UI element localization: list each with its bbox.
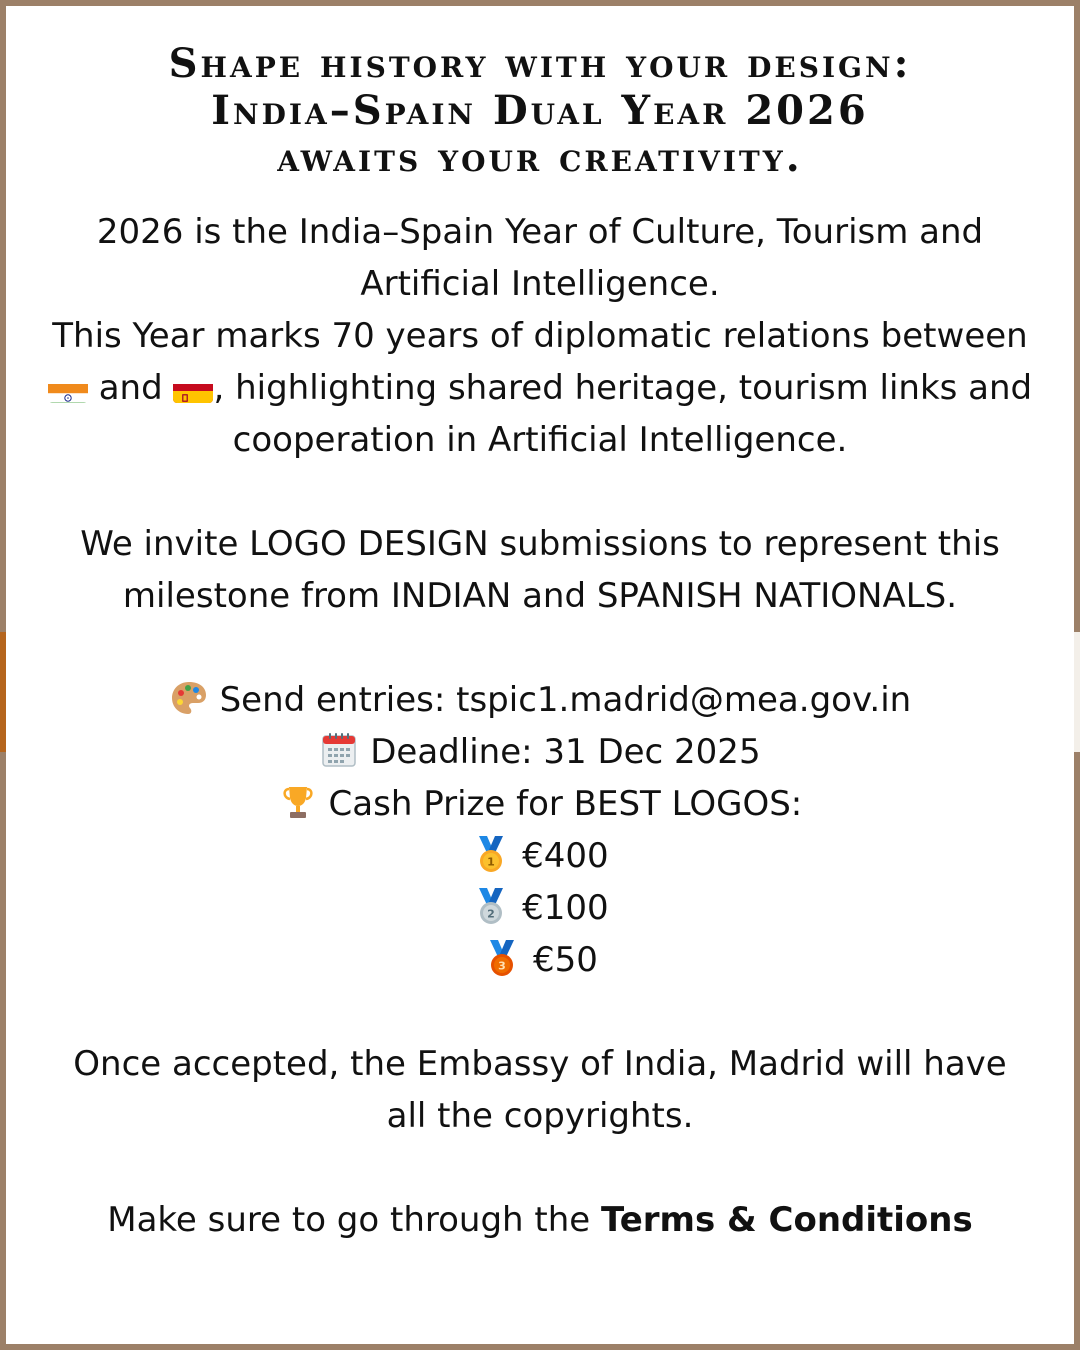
send-entries-text: Send entries: tspic1.madrid@mea.gov.in	[219, 680, 912, 720]
title-line-1: Shape history with your design:	[168, 40, 912, 87]
intro-line-1: 2026 is the India–Spain Year of Culture, Tourism and	[96, 212, 984, 252]
send-entries-row	[40, 674, 1040, 726]
third-prize-row	[40, 934, 1040, 986]
right-edge-accent	[1074, 632, 1080, 752]
spacer	[40, 1142, 1040, 1194]
spacer	[40, 986, 1040, 1038]
copyright-line-2: all the copyrights.	[386, 1096, 694, 1136]
deadline-row	[40, 726, 1040, 778]
announcement-body	[40, 206, 1040, 1246]
deadline-text: Deadline: 31 Dec 2025	[370, 732, 761, 772]
intro-line-4-rest: , highlighting shared heritage, tourism links and	[213, 368, 1033, 408]
third-prize-amount: €50	[532, 940, 598, 980]
prize-row	[40, 778, 1040, 830]
india-flag-icon	[48, 375, 88, 403]
and-word: and	[98, 368, 163, 408]
silver-medal-icon	[471, 886, 511, 926]
terms-and-conditions-link[interactable]: Terms & Conditions	[601, 1200, 973, 1240]
copyright-line-1: Once accepted, the Embassy of India, Madrid will have	[73, 1044, 1007, 1084]
second-prize-row	[40, 882, 1040, 934]
prize-text: Cash Prize for BEST LOGOS:	[328, 784, 803, 824]
intro-line-5: cooperation in Artificial Intelligence.	[232, 420, 848, 460]
first-prize-amount: €400	[522, 836, 609, 876]
bronze-medal-icon	[482, 938, 522, 978]
intro-line-3: This Year marks 70 years of diplomatic relations between	[52, 316, 1028, 356]
invite-line-1: We invite LOGO DESIGN submissions to represent this	[80, 524, 1000, 564]
first-prize-row	[40, 830, 1040, 882]
intro-line-4	[40, 362, 1040, 414]
calendar-icon	[319, 730, 359, 770]
spacer	[40, 622, 1040, 674]
gold-medal-icon	[471, 834, 511, 874]
left-edge-accent	[0, 632, 6, 752]
spain-flag-icon	[173, 375, 213, 403]
svg-text:3: 3	[498, 959, 506, 973]
terms-prefix: Make sure to go through the	[107, 1200, 591, 1240]
intro-line-2: Artificial Intelligence.	[360, 264, 720, 304]
terms-row	[40, 1194, 1040, 1246]
artist-palette-icon	[169, 678, 209, 718]
second-prize-amount: €100	[522, 888, 609, 928]
svg-text:1: 1	[487, 855, 496, 869]
page-title	[0, 40, 1080, 181]
title-line-3: awaits your creativity.	[277, 134, 803, 181]
title-line-2: India–Spain Dual Year 2026	[211, 87, 869, 134]
invite-line-2: milestone from INDIAN and SPANISH NATIONALS.	[122, 576, 958, 616]
svg-text:2: 2	[487, 907, 496, 921]
spacer	[40, 466, 1040, 518]
trophy-icon	[278, 782, 318, 822]
